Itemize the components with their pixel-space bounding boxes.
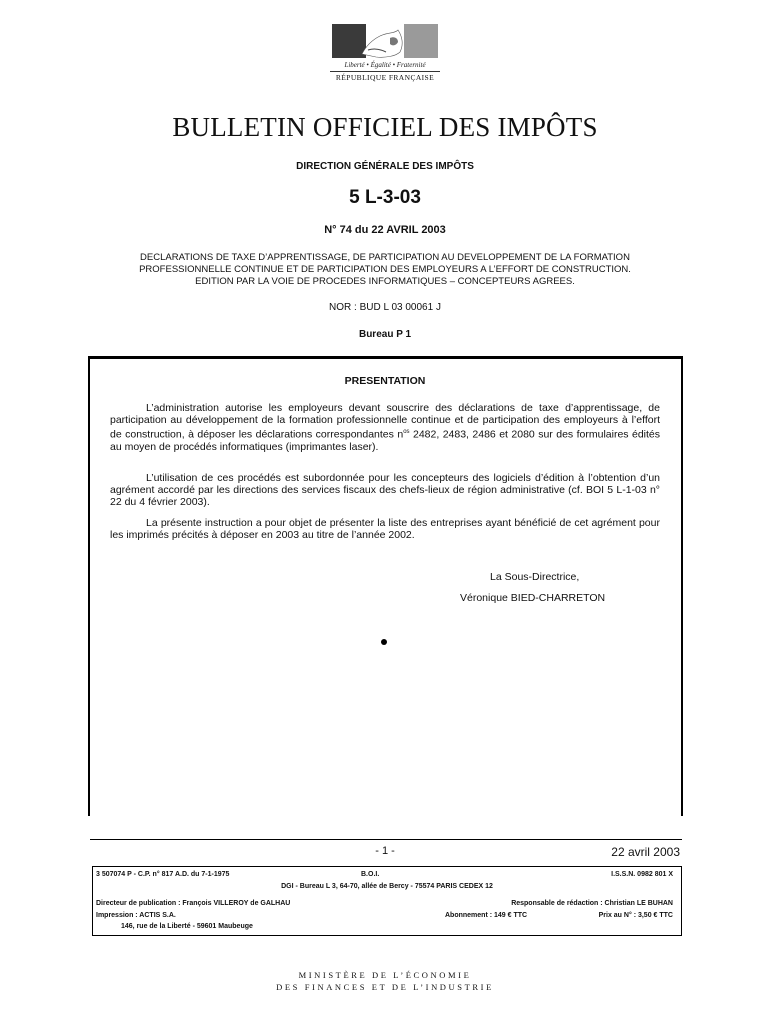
colophon-printer-address: 146, rue de la Liberté - 59601 Maubeuge — [121, 923, 253, 930]
ministry-line-2: DES FINANCES ET DE L’INDUSTRIE — [276, 982, 494, 992]
signature-role: La Sous-Directrice, — [490, 571, 580, 583]
direction-label: DIRECTION GÉNÉRALE DES IMPÔTS — [296, 161, 474, 172]
bullet-dot-icon — [381, 639, 387, 645]
paragraph-1-sup: os — [403, 429, 410, 436]
colophon-boi: B.O.I. — [361, 871, 380, 878]
signature-name: Véronique BIED-CHARRETON — [460, 592, 606, 604]
colophon-issn: I.S.S.N. 0982 801 X — [611, 871, 673, 878]
colophon-price: Prix au N° : 3,50 € TTC — [598, 912, 673, 919]
colophon-director: Directeur de publication : François VILLEROY de GALHAU — [96, 900, 291, 907]
presentation-heading: PRESENTATION — [344, 375, 426, 387]
colophon-printer: Impression : ACTIS S.A. — [96, 912, 176, 919]
marianne-logo-icon — [332, 24, 438, 58]
motto: Liberté • Égalité • Fraternité — [344, 61, 426, 69]
paragraph-1-end: 2482, 2483, 2486 et 2080 sur des formulaires édités au moyen de procédés informatiques (imprimantes laser). — [110, 428, 660, 454]
republic-label: RÉPUBLIQUE FRANÇAISE — [330, 71, 440, 82]
paragraph-1 — [110, 402, 660, 453]
issue-number: N° 74 du 22 AVRIL 2003 — [324, 224, 446, 236]
colophon-editor: Responsable de rédaction : Christian LE BUHAN — [511, 900, 673, 907]
paragraph-2-text: L’utilisation de ces procédés est subordonnée pour les concepteurs des logiciels d’édition à l’obtention d’un agrément accordé par les directions des services fiscaux des chefs-lieux de région administrative (cf. BOI 5 L-1-03 n° 22 du 4 février 2003). — [110, 472, 660, 509]
document-reference: 5 L-3-03 — [349, 187, 421, 208]
paragraph-1-text: L’administration autorise les employeurs devant souscrire des déclarations de taxe d’apprentissage, de participation au développement de la formation professionnelle continue et de participation des employeurs à l’effort de construction, à déposer les déclarations correspondantes n — [110, 402, 660, 441]
page-number: - 1 - — [375, 845, 395, 857]
nor-reference: NOR : BUD L 03 00061 J — [329, 302, 441, 313]
subject-line: EDITION PAR LA VOIE DE PROCEDES INFORMATIQUES – CONCEPTEURS AGREES. — [195, 276, 575, 287]
colophon-address: DGI - Bureau L 3, 64-70, allée de Bercy - 75574 PARIS CEDEX 12 — [281, 883, 493, 890]
ministry-label — [0, 969, 770, 993]
subject-line: DECLARATIONS DE TAXE D’APPRENTISSAGE, DE PARTICIPATION AU DEVELOPPEMENT DE LA FORMATION — [140, 252, 630, 263]
subject-line: PROFESSIONNELLE CONTINUE ET DE PARTICIPATION DES EMPLOYEURS A L’EFFORT DE CONSTRUCTION. — [139, 264, 631, 275]
subject-block — [100, 252, 670, 288]
republique-logo — [330, 22, 440, 84]
colophon-subscription: Abonnement : 149 € TTC — [445, 912, 528, 919]
colophon-cp: 3 507074 P - C.P. n° 817 A.D. du 7-1-1975 — [96, 871, 230, 878]
ministry-line-1: MINISTÈRE DE L’ÉCONOMIE — [298, 970, 472, 980]
paragraph-3-text: La présente instruction a pour objet de présenter la liste des entreprises ayant bénéficié de cet agrément pour les imprimés précités à déposer en 2003 au titre de l’année 2002. — [110, 517, 660, 542]
paragraph-3 — [110, 517, 660, 541]
footer-divider — [90, 839, 682, 840]
footer-date: 22 avril 2003 — [611, 845, 680, 859]
colophon-box — [92, 866, 682, 936]
bureau-label: Bureau P 1 — [358, 329, 412, 340]
document-title: BULLETIN OFFICIEL DES IMPÔTS — [172, 112, 598, 142]
paragraph-2 — [110, 472, 660, 509]
